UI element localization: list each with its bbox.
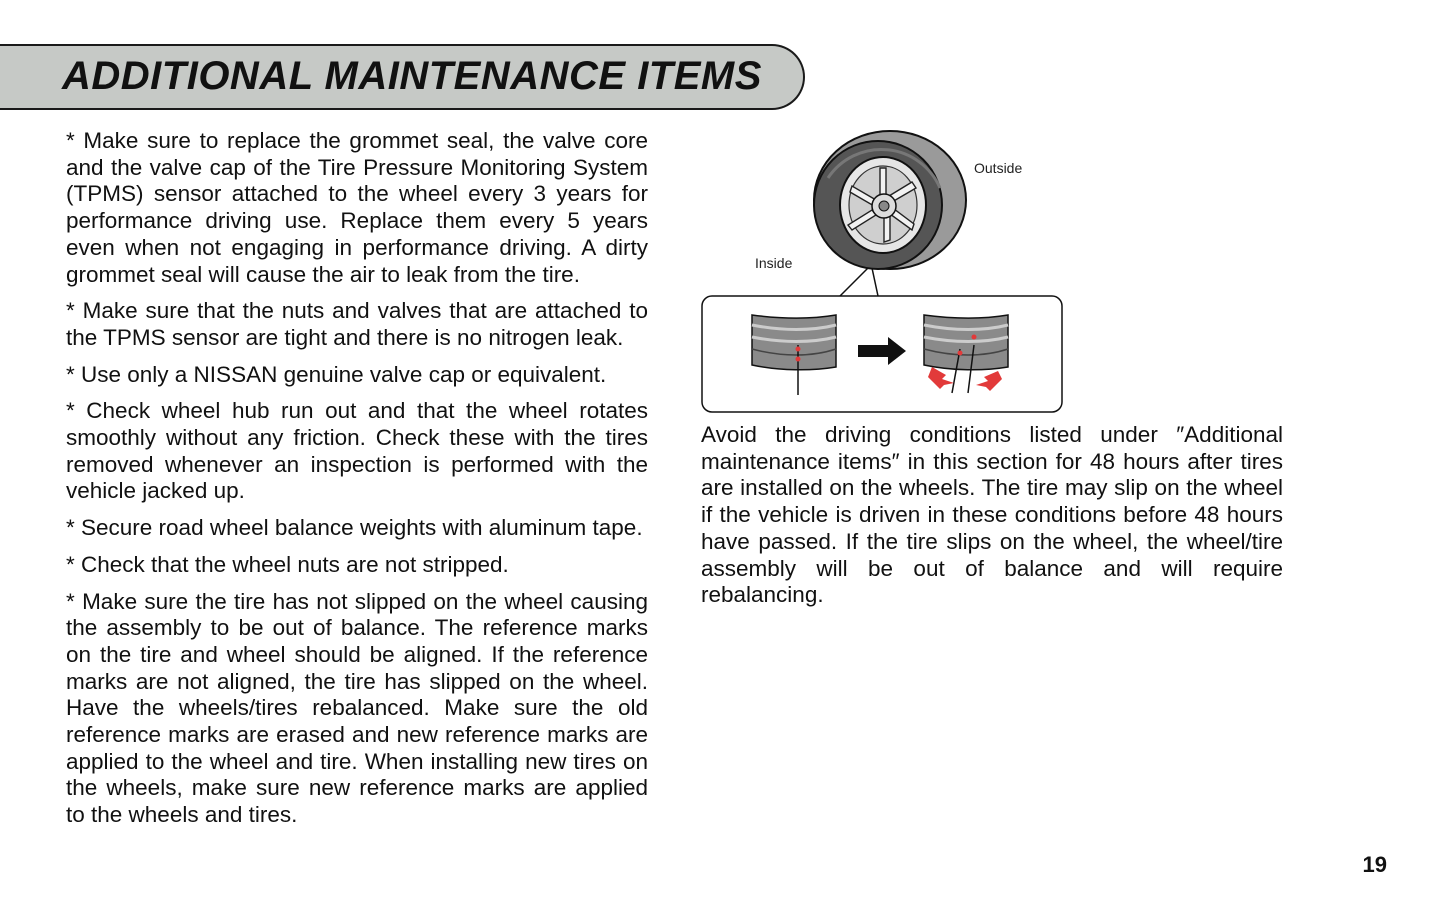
paragraph-hub-runout: * Check wheel hub run out and that the wheel rotates smoothly without any friction. Check these with the tires removed whenever an inspection is performed with the vehicle jacked up. bbox=[66, 398, 648, 504]
outside-label: Outside bbox=[974, 160, 1023, 176]
paragraph-48-hours: Avoid the driving conditions listed under ″Additional maintenance items″ in this section for 48 hours after tires are installed on the wheels. The tire may slip on the wheel if the vehicle is driven in these conditions before 48 hours have passed. If the tire slips on the wheel, the wheel/tire assembly will be out of balance and will require rebalancing. bbox=[701, 422, 1283, 608]
inside-label: Inside bbox=[755, 255, 793, 271]
paragraph-balance-weights: * Secure road wheel balance weights with aluminum tape. bbox=[66, 515, 643, 541]
paragraph-tire-slip: * Make sure the tire has not slipped on the wheel causing the assembly to be out of balance. The reference marks on the tire and wheel should be aligned. If the reference marks are not aligned, the tire has slipped on the wheel. Have the wheels/tires rebalanced. Make sure the old reference marks are erased and new reference marks are applied to the wheel and tire. When installing new tires on the wheels, make sure new reference marks are applied to the wheels and tires. bbox=[66, 588, 648, 828]
page-number: 19 bbox=[1362, 852, 1387, 877]
paragraph-valve-cap: * Use only a NISSAN genuine valve cap or equivalent. bbox=[66, 361, 607, 387]
left-column bbox=[66, 128, 648, 839]
paragraph-tpms-replacement: * Make sure to replace the grommet seal, the valve core and the valve cap of the Tire Pressure Monitoring System (TPMS) sensor attached to the wheel every 3 years for performance driving use. Replace them every 5 years even when not engaging in performance driving. A dirty grommet seal will cause the air to leak from the tire. bbox=[66, 128, 648, 287]
tire-diagram bbox=[700, 130, 1070, 420]
paragraph-wheel-nuts: * Check that the wheel nuts are not stripped. bbox=[66, 551, 509, 577]
paragraph-tpms-nuts: * Make sure that the nuts and valves that are attached to the TPMS sensor are tight and there is no nitrogen leak. bbox=[66, 298, 648, 350]
page-title: ADDITIONAL MAINTENANCE ITEMS bbox=[62, 54, 762, 98]
